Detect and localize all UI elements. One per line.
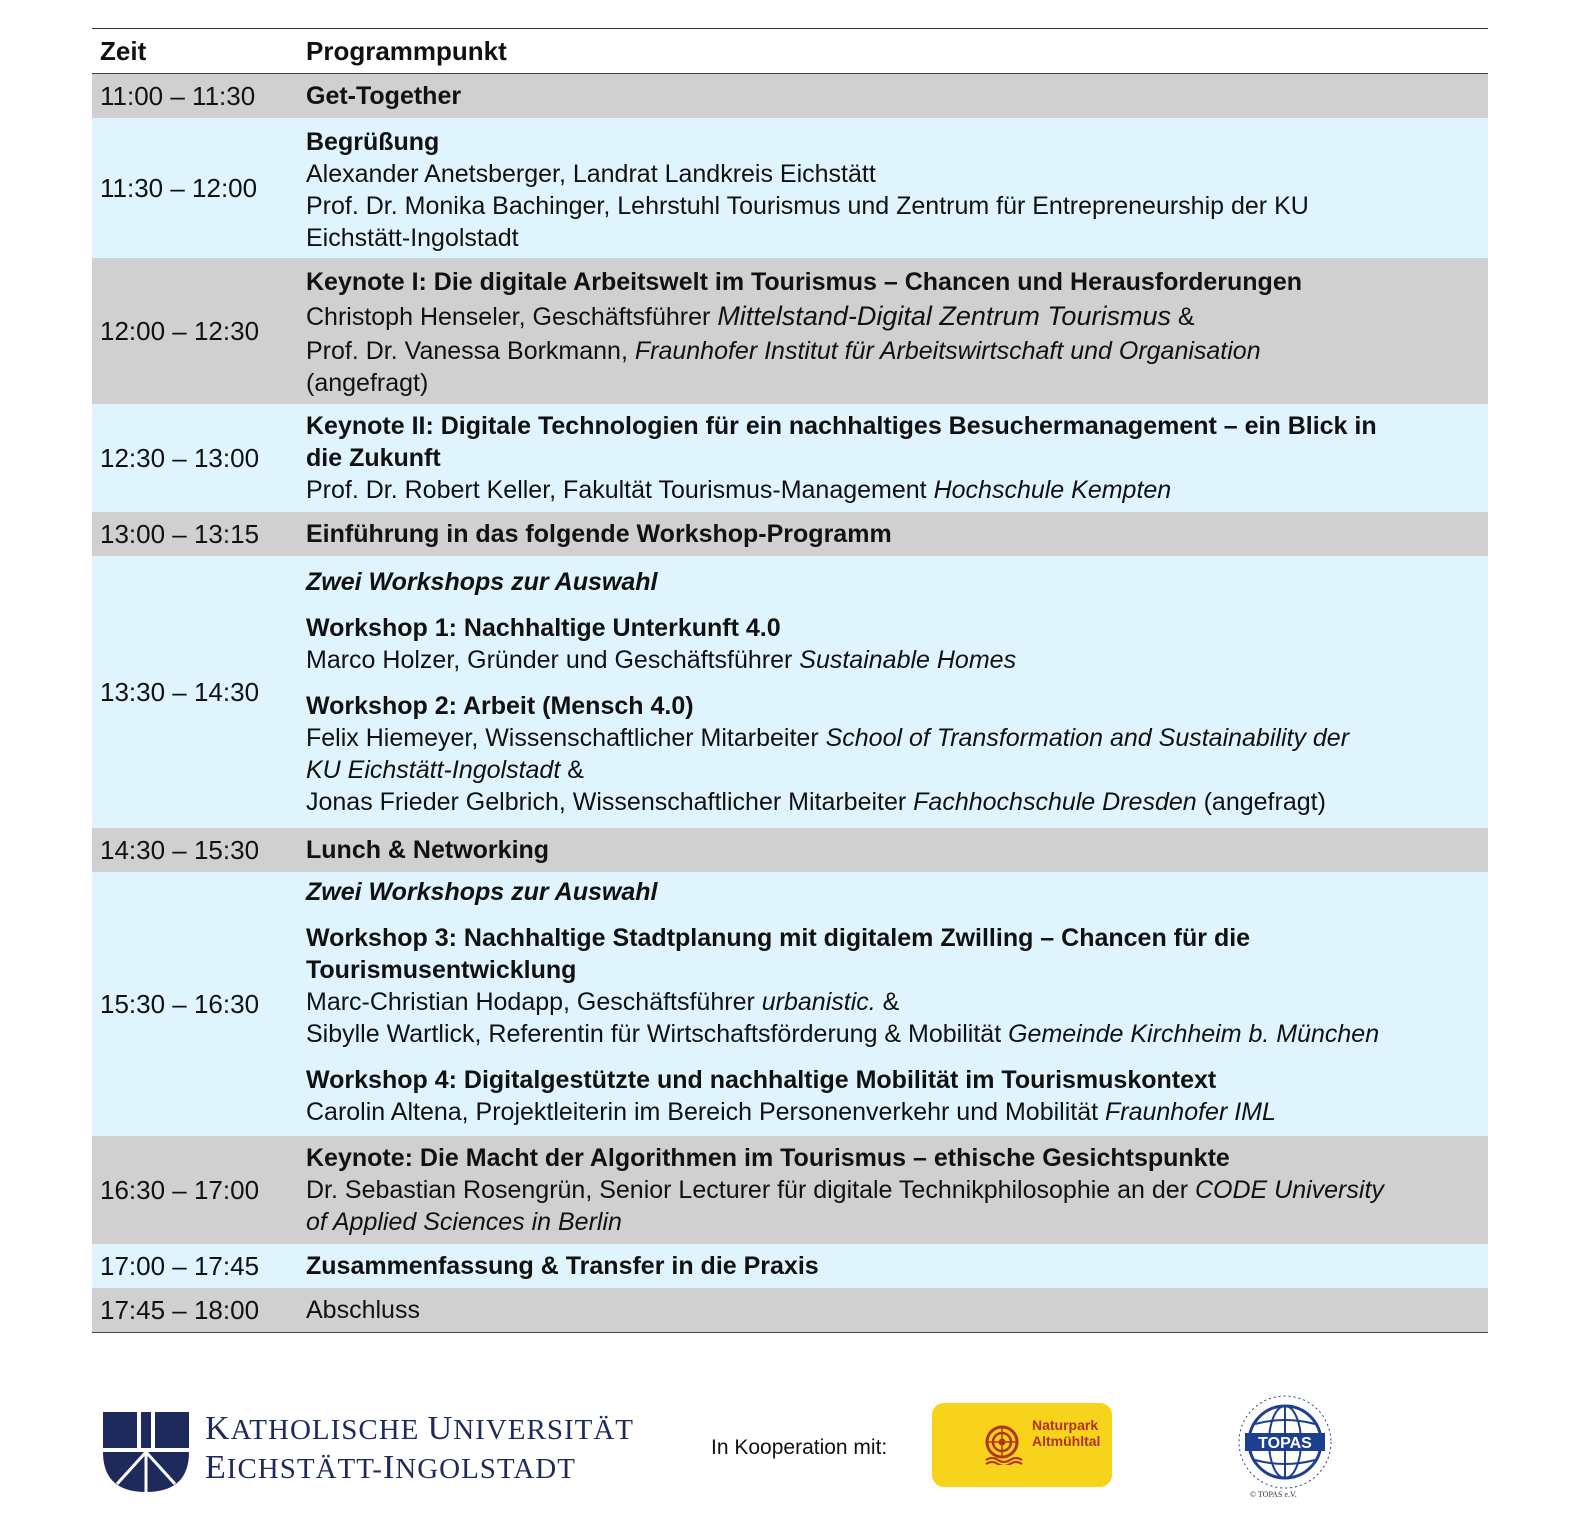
ammonite-icon bbox=[982, 1423, 1024, 1465]
ku-wordmark: KATHOLISCHE UNIVERSITÄT EICHSTÄTT-INGOLSTADT bbox=[205, 1410, 634, 1486]
row-time: 13:00 – 13:15 bbox=[100, 518, 260, 549]
table-row bbox=[92, 1136, 1488, 1244]
topas-logo-icon bbox=[1233, 1390, 1337, 1494]
speaker-line: Prof. Dr. Monika Bachinger, Lehrstuhl Tourismus und Zentrum für Entrepreneurship der KU bbox=[306, 192, 1309, 220]
row-time: 17:45 – 18:00 bbox=[100, 1294, 260, 1325]
table-row bbox=[92, 556, 1488, 828]
row-title: Keynote: Die Macht der Algorithmen im Tourismus – ethische Gesichtspunkte bbox=[306, 1144, 1230, 1172]
row-title: Begrüßung bbox=[306, 128, 440, 156]
workshop-title: Tourismusentwicklung bbox=[306, 956, 577, 984]
speaker-line: Marco Holzer, Gründer und Geschäftsführer Sustainable Homes bbox=[306, 646, 1017, 674]
speaker-line: Sibylle Wartlick, Referentin für Wirtschaftsförderung & Mobilität Gemeinde Kirchheim b. München bbox=[306, 1020, 1380, 1048]
row-time: 12:00 – 12:30 bbox=[100, 315, 260, 346]
row-title: Einführung in das folgende Workshop-Programm bbox=[306, 520, 892, 548]
row-title: die Zukunft bbox=[306, 444, 441, 472]
ku-logo-icon bbox=[103, 1412, 189, 1492]
row-time: 13:30 – 14:30 bbox=[100, 676, 260, 707]
table-row bbox=[92, 1288, 1488, 1332]
naturpark-name: Naturpark Altmühltal bbox=[1032, 1417, 1101, 1449]
speaker-line: Eichstätt-Ingolstadt bbox=[306, 224, 519, 252]
speaker-line: Alexander Anetsberger, Landrat Landkreis Eichstätt bbox=[306, 160, 876, 188]
footer bbox=[0, 1360, 1588, 1520]
speaker-line: Jonas Frieder Gelbrich, Wissenschaftlicher Mitarbeiter Fachhochschule Dresden (angefragt) bbox=[306, 788, 1326, 816]
speaker-line: Dr. Sebastian Rosengrün, Senior Lecturer für digitale Technikphilosophie an der CODE University bbox=[306, 1176, 1384, 1204]
row-content bbox=[306, 1136, 1488, 1244]
row-title: Abschluss bbox=[306, 1296, 420, 1324]
table-row bbox=[92, 258, 1488, 404]
row-title: Get-Together bbox=[306, 82, 462, 110]
row-time: 16:30 – 17:00 bbox=[100, 1174, 260, 1205]
naturpark-logo bbox=[932, 1403, 1112, 1487]
row-title: Keynote I: Die digitale Arbeitswelt im Tourismus – Chancen und Herausforderungen bbox=[306, 268, 1302, 296]
workshop-title: Workshop 2: Arbeit (Mensch 4.0) bbox=[306, 692, 694, 720]
header-time: Zeit bbox=[100, 35, 147, 66]
speaker-line: Marc-Christian Hodapp, Geschäftsführer urbanistic. & bbox=[306, 988, 900, 1016]
topas-copyright: © TOPAS e.V. bbox=[1250, 1490, 1297, 1499]
row-title: Zusammenfassung & Transfer in die Praxis bbox=[306, 1252, 819, 1280]
header-program: Programmpunkt bbox=[306, 36, 507, 66]
table-row bbox=[92, 872, 1488, 1136]
speaker-line: Prof. Dr. Vanessa Borkmann, Fraunhofer Institut für Arbeitswirtschaft und Organisation bbox=[306, 337, 1261, 365]
table-row bbox=[92, 1244, 1488, 1288]
schedule-table bbox=[92, 28, 1488, 1333]
row-title: Lunch & Networking bbox=[306, 836, 550, 864]
speaker-line: Christoph Henseler, Geschäftsführer Mittelstand-Digital Zentrum Tourismus & bbox=[306, 301, 1195, 331]
row-time: 15:30 – 16:30 bbox=[100, 988, 260, 1019]
topas-text: TOPAS bbox=[1258, 1435, 1312, 1452]
table-row bbox=[92, 404, 1488, 512]
table-row bbox=[92, 74, 1488, 118]
cooperation-label: In Kooperation mit: bbox=[711, 1436, 888, 1459]
table-bottom-rule bbox=[92, 1332, 1488, 1333]
workshop-intro: Zwei Workshops zur Auswahl bbox=[306, 878, 658, 906]
row-time: 11:00 – 11:30 bbox=[100, 80, 256, 111]
row-content bbox=[306, 258, 1488, 404]
table-row bbox=[92, 828, 1488, 872]
table-header bbox=[92, 29, 1488, 74]
speaker-line: KU Eichstätt-Ingolstadt & bbox=[306, 756, 584, 784]
workshop-intro: Zwei Workshops zur Auswahl bbox=[306, 568, 658, 596]
workshop-title: Workshop 1: Nachhaltige Unterkunft 4.0 bbox=[306, 614, 781, 642]
row-time: 17:00 – 17:45 bbox=[100, 1250, 260, 1281]
row-title: Keynote II: Digitale Technologien für ein nachhaltiges Besuchermanagement – ein Blick in bbox=[306, 412, 1377, 440]
row-time: 14:30 – 15:30 bbox=[100, 834, 260, 865]
workshop-title: Workshop 3: Nachhaltige Stadtplanung mit digitalem Zwilling – Chancen für die bbox=[306, 924, 1251, 952]
row-content bbox=[306, 118, 1488, 258]
row-time: 11:30 – 12:00 bbox=[100, 172, 258, 203]
speaker-line: (angefragt) bbox=[306, 369, 429, 397]
workshop-title: Workshop 4: Digitalgestützte und nachhaltige Mobilität im Tourismuskontext bbox=[306, 1066, 1217, 1094]
table-row bbox=[92, 512, 1488, 556]
row-content bbox=[306, 404, 1488, 512]
row-content bbox=[306, 556, 1488, 828]
table-row bbox=[92, 118, 1488, 258]
speaker-line: Prof. Dr. Robert Keller, Fakultät Tourismus-Management Hochschule Kempten bbox=[306, 476, 1172, 504]
speaker-line: Felix Hiemeyer, Wissenschaftlicher Mitarbeiter School of Transformation and Sustainability der bbox=[306, 724, 1350, 752]
speaker-line: of Applied Sciences in Berlin bbox=[306, 1208, 622, 1236]
row-time: 12:30 – 13:00 bbox=[100, 442, 260, 473]
row-content bbox=[306, 872, 1488, 1136]
speaker-line: Carolin Altena, Projektleiterin im Bereich Personenverkehr und Mobilität Fraunhofer IML bbox=[306, 1098, 1276, 1126]
